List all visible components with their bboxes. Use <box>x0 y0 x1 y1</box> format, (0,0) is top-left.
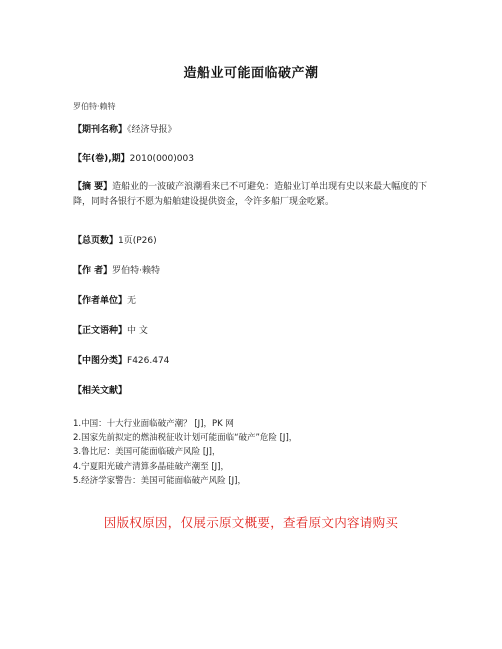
reference-item[interactable]: 4.宁夏阳光破产清算多晶硅破产潮至 [J]， <box>73 461 229 472</box>
affiliation-value: 无 <box>127 296 137 306</box>
classification-value: F426.474 <box>127 356 170 366</box>
year-issue-value: 2010(000)003 <box>129 154 194 164</box>
author-label: 【作 者】 <box>73 266 113 276</box>
affiliation-field <box>73 294 433 309</box>
copyright-notice: 因版权原因，仅展示原文概要，查看原文内容请购买 <box>103 515 399 530</box>
journal-field <box>73 123 433 138</box>
reference-item[interactable]: 3.鲁比尼：美国可能面临破产风险 [J]， <box>73 447 221 458</box>
author-byline: 罗伯特·赖特 <box>73 102 116 111</box>
author-field <box>73 264 433 279</box>
abstract-field <box>73 180 433 210</box>
reference-item[interactable]: 1.中国：十大行业面临破产潮？ [J]，PK 网 <box>73 419 234 429</box>
reference-item[interactable]: 2.国家先前拟定的燃油税征收计划可能面临“破产”危险 [J]， <box>73 433 298 444</box>
author-value: 罗伯特·赖特 <box>112 266 161 276</box>
pages-field <box>73 234 433 249</box>
affiliation-label: 【作者单位】 <box>73 296 128 306</box>
related-label: 【相关文献】 <box>73 386 128 396</box>
language-field <box>73 324 433 339</box>
reference-item[interactable]: 5.经济学家警告：美国可能面临破产风险 [J]， <box>73 475 246 486</box>
reference-list <box>73 417 443 488</box>
document-title: 造船业可能面临破产潮 <box>183 66 319 81</box>
year-issue-field <box>73 152 433 167</box>
abstract-label: 【摘 要】 <box>73 182 113 192</box>
pages-value: 1页(P26) <box>118 236 157 246</box>
pages-label: 【总页数】 <box>73 236 119 246</box>
language-value: 中 文 <box>127 326 148 336</box>
journal-label: 【期刊名称】 <box>73 125 128 135</box>
classification-label: 【中图分类】 <box>73 356 128 366</box>
journal-value: 《经济导报》 <box>127 125 177 135</box>
related-heading <box>73 384 433 399</box>
year-issue-label: 【年(卷),期】 <box>73 154 130 164</box>
classification-field <box>73 354 433 369</box>
abstract-value: 造船业的一波破产浪潮看来已不可避免：造船业订单出现有史以来最大幅度的下降，同时各银行不愿为船舶建设提供资金，令许多船厂现金吃紧。 <box>73 182 428 207</box>
language-label: 【正文语种】 <box>73 326 128 336</box>
